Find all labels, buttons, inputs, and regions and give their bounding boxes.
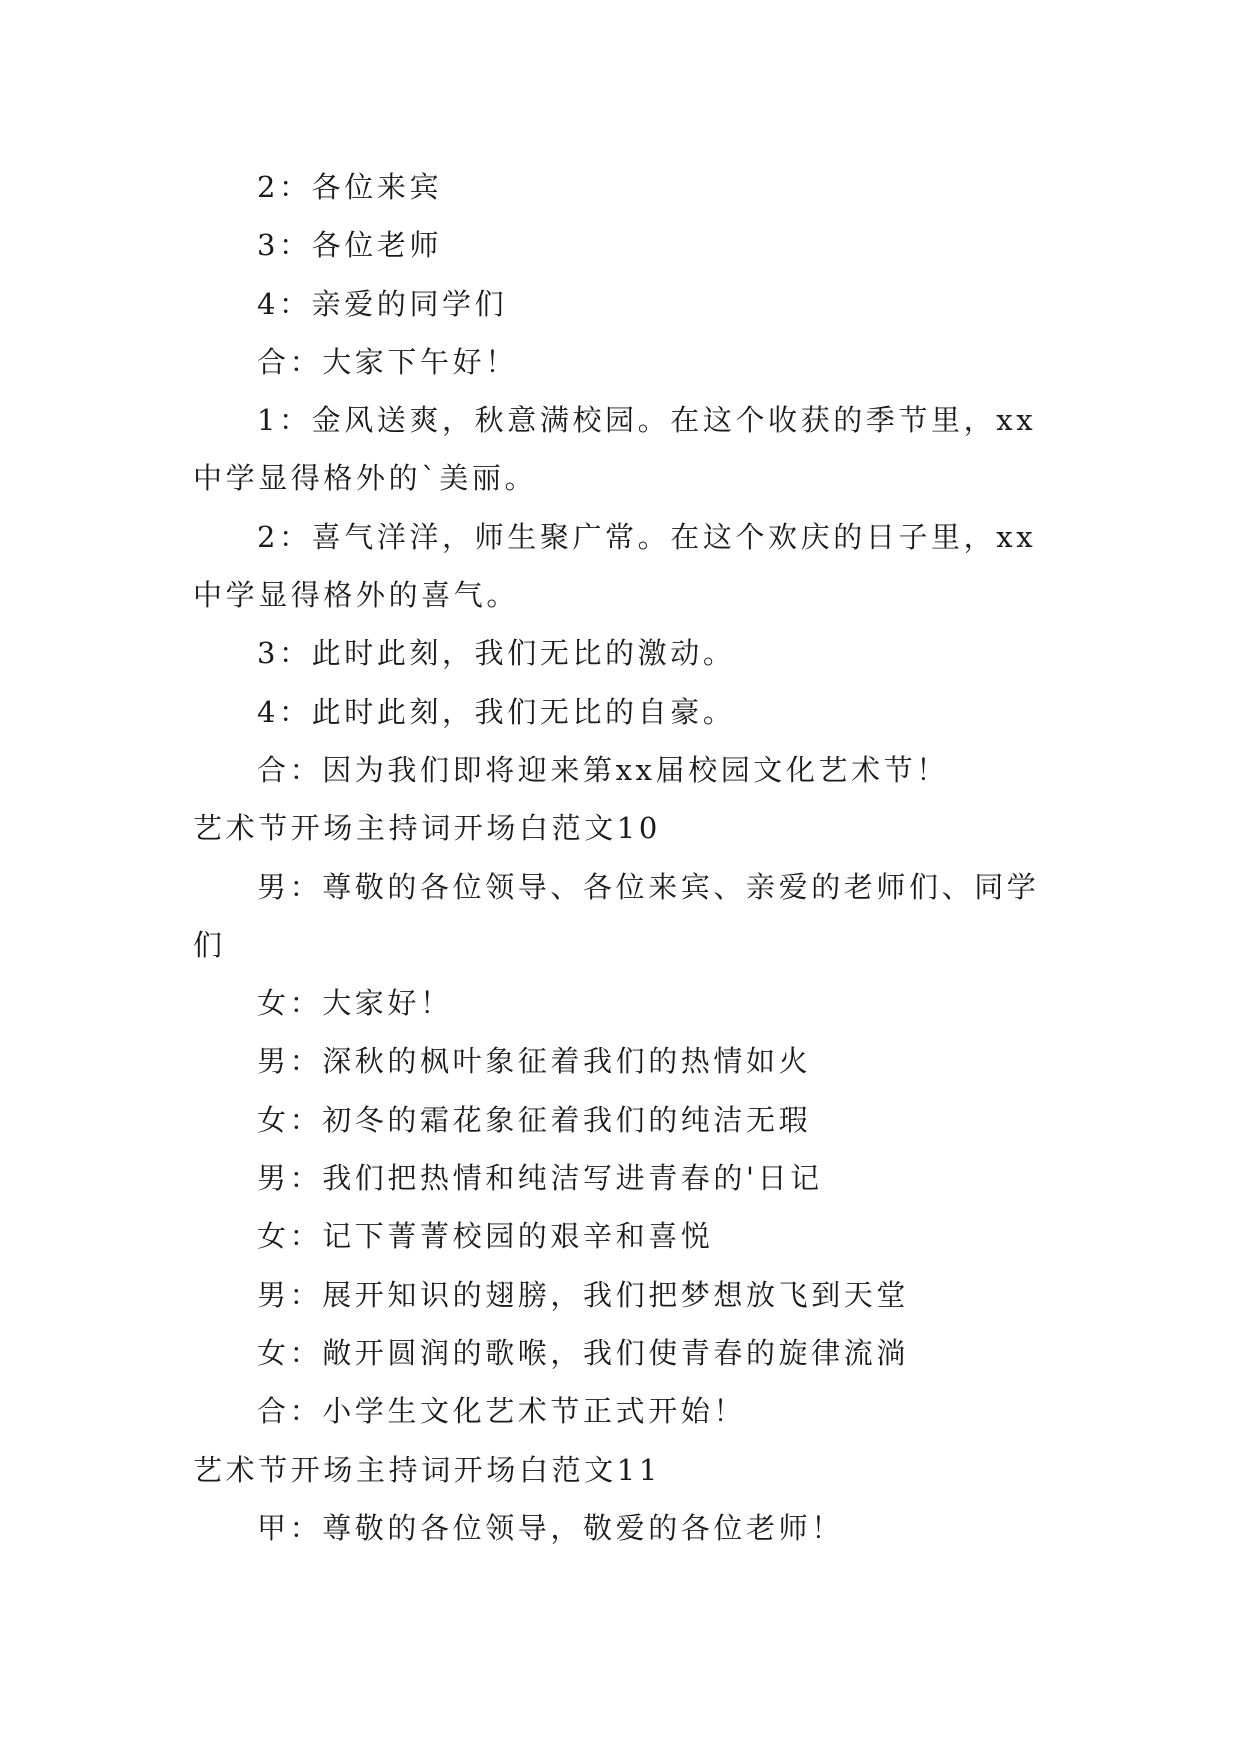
- paragraph: 女：初冬的霜花象征着我们的纯洁无瑕: [257, 1102, 812, 1137]
- section-heading: 艺术节开场主持词开场白范文11: [193, 1452, 661, 1487]
- paragraph: 男：深秋的枫叶象征着我们的热情如火: [257, 1044, 812, 1079]
- paragraph: 女：敞开圆润的歌喉，我们使青春的旋律流淌: [257, 1335, 910, 1370]
- paragraph: 4：亲爱的同学们: [257, 286, 508, 321]
- paragraph: 2：喜气洋洋，师生聚广常。在这个欢庆的日子里，xx中学显得格外的喜气。: [193, 519, 1037, 613]
- paragraph: 合：小学生文化艺术节正式开始！: [257, 1394, 747, 1429]
- paragraph: 1：金风送爽，秋意满校园。在这个收获的季节里，xx中学显得格外的`美丽。: [193, 403, 1037, 496]
- paragraph: 男：尊敬的各位领导、各位来宾、亲爱的老师们、同学们: [193, 869, 1040, 962]
- paragraph: 合：大家下午好！: [257, 344, 518, 379]
- document-body: [193, 158, 1053, 1557]
- paragraph: 女：记下菁菁校园的艰辛和喜悦: [257, 1219, 714, 1254]
- paragraph: 合：因为我们即将迎来第xx届校园文化艺术节！: [257, 752, 949, 787]
- paragraph: 男：展开知识的翅膀，我们把梦想放飞到天堂: [257, 1277, 910, 1312]
- paragraph: 甲：尊敬的各位领导，敬爱的各位老师！: [257, 1510, 844, 1545]
- paragraph: 3：各位老师: [257, 228, 443, 263]
- paragraph: 4：此时此刻，我们无比的自豪。: [257, 694, 736, 729]
- paragraph: 男：我们把热情和纯洁写进青春的'日记: [257, 1161, 823, 1196]
- paragraph: 2：各位来宾: [257, 170, 443, 204]
- paragraph: 3：此时此刻，我们无比的激动。: [257, 636, 736, 671]
- paragraph: 女：大家好！: [257, 986, 453, 1021]
- section-heading: 艺术节开场主持词开场白范文10: [193, 811, 661, 846]
